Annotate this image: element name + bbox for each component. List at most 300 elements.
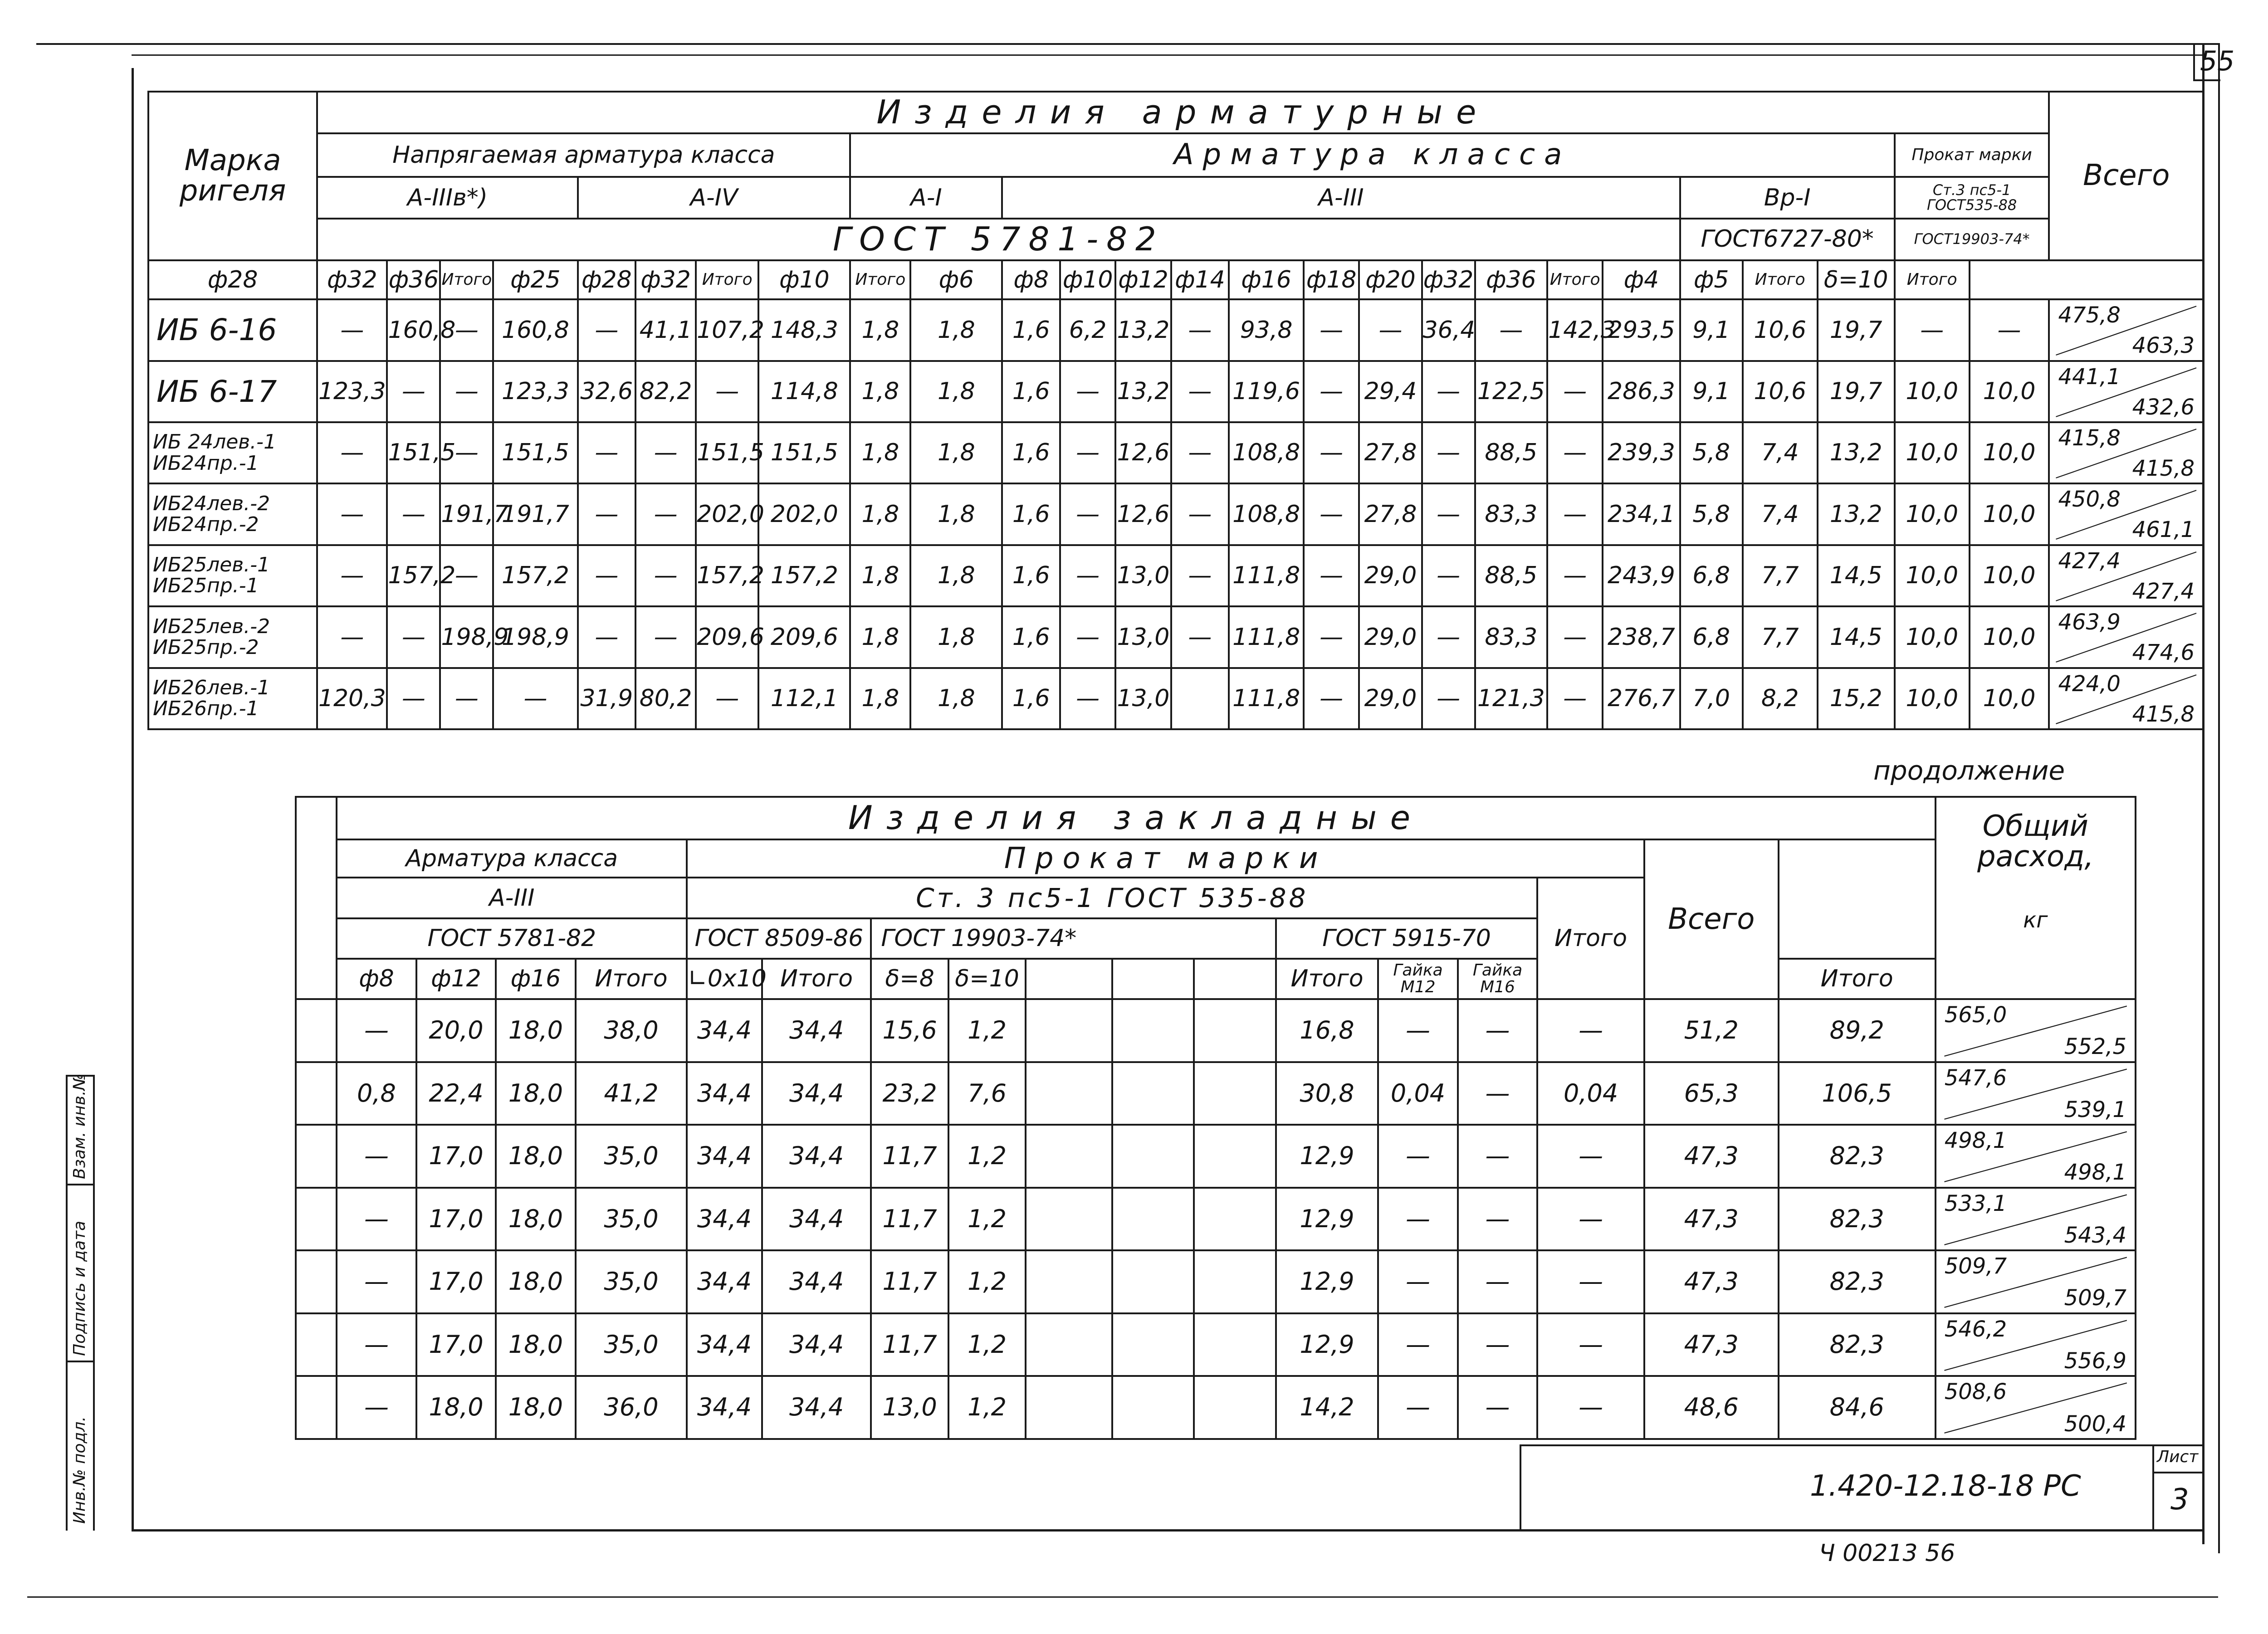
rigel-mark-text: ИБ26пр.-1 <box>153 697 259 721</box>
t1-col-header: ф32 <box>1422 260 1475 300</box>
table-cell: 209,6 <box>758 606 850 668</box>
table-cell: 65,3 <box>1644 1062 1779 1125</box>
table-cell: — <box>1537 1250 1644 1313</box>
total-cell <box>2049 606 2204 668</box>
table-row <box>148 668 2204 729</box>
table-cell: 1,6 <box>1002 299 1060 361</box>
table-cell: 93,8 <box>1229 299 1304 361</box>
table-cell: — <box>1422 361 1475 422</box>
total-value-2: 474,6 <box>2132 640 2195 666</box>
table-cell: 48,6 <box>1644 1376 1779 1439</box>
reinforcement-products-table <box>147 91 2204 730</box>
table-cell: 12,6 <box>1115 422 1171 483</box>
table-cell: — <box>387 606 440 668</box>
table-cell: 84,6 <box>1779 1376 1936 1439</box>
rigel-mark <box>148 545 317 606</box>
table-cell: 234,1 <box>1603 483 1680 545</box>
general-header <box>1936 797 2136 999</box>
rigel-mark <box>148 668 317 729</box>
table-cell: 1,8 <box>910 606 1002 668</box>
t2-col-header: ф16 <box>496 959 575 999</box>
total-value-1: 565,0 <box>1944 1002 2007 1028</box>
table-cell: 9,1 <box>1680 299 1743 361</box>
table-cell <box>1194 1313 1276 1376</box>
total-cell <box>1936 1250 2136 1313</box>
table-cell: 34,4 <box>687 1313 762 1376</box>
table-cell <box>1194 1250 1276 1313</box>
table-cell: 31,9 <box>578 668 636 729</box>
table-cell <box>296 1125 337 1188</box>
table2-title: Изделия закладные <box>337 797 1935 839</box>
table-cell: — <box>1422 606 1475 668</box>
table-cell: 7,4 <box>1743 422 1818 483</box>
t1-col-header: ф36 <box>1475 260 1548 300</box>
frame-right-line-2 <box>2218 43 2220 1553</box>
table-cell: 13,0 <box>1115 668 1171 729</box>
table-cell: 151,5 <box>387 422 440 483</box>
table-cell: 121,3 <box>1475 668 1548 729</box>
table-cell: 18,0 <box>416 1376 496 1439</box>
table-cell: — <box>1458 1188 1537 1251</box>
t2-col-header: Итого <box>576 959 687 999</box>
table-cell: 29,0 <box>1359 668 1422 729</box>
table-cell: — <box>1547 361 1603 422</box>
table-cell: 8,2 <box>1743 668 1818 729</box>
table-cell: 202,0 <box>758 483 850 545</box>
doc-code: 1.420-12.18-18 РС <box>1810 1469 2081 1503</box>
table-cell: 1,6 <box>1002 361 1060 422</box>
class-a4: А-IV <box>578 177 850 219</box>
table2-gost-5781: ГОСТ 5781-82 <box>337 918 687 959</box>
table-cell: — <box>387 361 440 422</box>
table-cell: 1,8 <box>850 361 910 422</box>
table-cell: 29,0 <box>1359 545 1422 606</box>
titleblock-sheet-line <box>2152 1472 2204 1473</box>
table-cell: — <box>1304 545 1359 606</box>
table-cell <box>1026 999 1112 1062</box>
total-cell <box>2049 361 2204 422</box>
table-cell: — <box>1171 299 1229 361</box>
table-cell: 23,2 <box>871 1062 948 1125</box>
table2-subtotal-header: Итого <box>1537 878 1644 999</box>
rigel-mark <box>148 483 317 545</box>
table-cell: 7,4 <box>1743 483 1818 545</box>
table-row <box>296 1062 2136 1125</box>
table-cell: 47,3 <box>1644 1125 1779 1188</box>
table-cell: 160,8 <box>387 299 440 361</box>
table-cell: 10,0 <box>1970 545 2049 606</box>
table-cell: — <box>337 1250 416 1313</box>
t2-col-header <box>1194 959 1276 999</box>
table-cell: 22,4 <box>416 1062 496 1125</box>
table-cell: 34,4 <box>762 1376 871 1439</box>
rigel-mark-text: ИБ25пр.-1 <box>153 574 259 598</box>
table-cell: — <box>1304 422 1359 483</box>
total-cell <box>2049 545 2204 606</box>
total-value-2: 432,6 <box>2132 394 2195 420</box>
table-cell: 7,7 <box>1743 545 1818 606</box>
table-cell: 35,0 <box>576 1250 687 1313</box>
t2-col-header: ф12 <box>416 959 496 999</box>
class-a3: А-III <box>1002 177 1680 219</box>
table-cell: — <box>635 545 696 606</box>
table-cell: 111,8 <box>1229 606 1304 668</box>
t1-col-header: Итого <box>1743 260 1818 300</box>
table-row <box>296 1188 2136 1251</box>
table-cell: — <box>1171 483 1229 545</box>
table-cell: 157,2 <box>696 545 758 606</box>
table-cell: 13,2 <box>1818 422 1895 483</box>
table-cell: — <box>1422 422 1475 483</box>
table-cell: — <box>440 545 493 606</box>
table-cell: — <box>578 422 636 483</box>
table-cell: 41,2 <box>576 1062 687 1125</box>
class-a3v: А-IIIв*) <box>317 177 577 219</box>
table-cell: 11,7 <box>871 1188 948 1251</box>
table-cell: 12,9 <box>1276 1188 1378 1251</box>
table-cell: — <box>1547 545 1603 606</box>
table-cell: 82,3 <box>1779 1125 1936 1188</box>
table-cell: 238,7 <box>1603 606 1680 668</box>
table-cell: — <box>1304 361 1359 422</box>
table-cell: 34,4 <box>687 1250 762 1313</box>
table-cell: — <box>440 422 493 483</box>
archive-number: Ч 00213 56 <box>1819 1540 1955 1567</box>
t1-col-header: ф36 <box>387 260 440 300</box>
gost-6727: ГОСТ6727-80* <box>1680 219 1895 260</box>
table-cell <box>296 1062 337 1125</box>
sheet-number: 3 <box>2170 1483 2189 1517</box>
table-cell: — <box>1547 606 1603 668</box>
table2-left-margin <box>296 797 337 999</box>
table1-column-row <box>148 260 2204 300</box>
table-cell <box>1112 1376 1194 1439</box>
table2-gost-5915: ГОСТ 5915-70 <box>1276 918 1538 959</box>
side-label-1: Инв.№ подл. <box>70 1416 89 1524</box>
table-cell: 15,6 <box>871 999 948 1062</box>
table-cell: 122,5 <box>1475 361 1548 422</box>
table-cell: 17,0 <box>416 1188 496 1251</box>
table-cell: 17,0 <box>416 1250 496 1313</box>
total-value-2: 498,1 <box>2064 1160 2126 1185</box>
general-header-text: Общий расход, <box>1977 810 2094 874</box>
table-cell: 38,0 <box>576 999 687 1062</box>
table-row <box>296 1125 2136 1188</box>
table-cell: 148,3 <box>758 299 850 361</box>
table-cell: 83,3 <box>1475 606 1548 668</box>
table-row <box>296 1376 2136 1439</box>
table-cell: — <box>1304 299 1359 361</box>
sheet-label: Лист <box>2157 1448 2199 1466</box>
table-cell: 36,4 <box>1422 299 1475 361</box>
table-cell: 10,0 <box>1895 483 1970 545</box>
table-cell: 191,7 <box>440 483 493 545</box>
total-value-1: 441,1 <box>2058 364 2121 390</box>
table-cell: 286,3 <box>1603 361 1680 422</box>
total-cell <box>1936 999 2136 1062</box>
table-cell: — <box>1060 483 1115 545</box>
t1-col-header: ф32 <box>635 260 696 300</box>
table-cell: 18,0 <box>496 999 575 1062</box>
table-row <box>148 299 2204 361</box>
table-cell: 34,4 <box>687 1062 762 1125</box>
table-cell: 10,0 <box>1895 361 1970 422</box>
table-cell: 10,6 <box>1743 299 1818 361</box>
table-cell: 191,7 <box>493 483 577 545</box>
table-cell: — <box>317 606 387 668</box>
t1-col-header: ф8 <box>1002 260 1060 300</box>
table-cell: — <box>1537 999 1644 1062</box>
class-a1: А-I <box>850 177 1002 219</box>
table-cell: 51,2 <box>1644 999 1779 1062</box>
table-cell: 7,7 <box>1743 606 1818 668</box>
t1-col-header: ф20 <box>1359 260 1422 300</box>
frame-left-strip-div1 <box>66 1184 95 1185</box>
table-cell: 13,0 <box>1115 606 1171 668</box>
prestressed-header: Напрягаемая арматура класса <box>317 133 850 177</box>
table-cell: — <box>1171 361 1229 422</box>
table-cell: 10,0 <box>1970 483 2049 545</box>
table-cell: 276,7 <box>1603 668 1680 729</box>
total-cell <box>1936 1313 2136 1376</box>
table-cell: — <box>1475 299 1548 361</box>
table-cell <box>1112 999 1194 1062</box>
table-cell: 151,5 <box>493 422 577 483</box>
table-row <box>148 545 2204 606</box>
table-cell: 108,8 <box>1229 422 1304 483</box>
table-cell: 1,8 <box>910 361 1002 422</box>
table-cell: 12,9 <box>1276 1250 1378 1313</box>
table-cell: 18,0 <box>496 1376 575 1439</box>
table-cell: — <box>1359 299 1422 361</box>
table-cell <box>296 1250 337 1313</box>
t1-col-header: ф28 <box>148 260 317 300</box>
table-cell: 1,6 <box>1002 668 1060 729</box>
t2-col-header: Гайка М16 <box>1458 959 1537 999</box>
table-cell: 89,2 <box>1779 999 1936 1062</box>
table-cell: 12,9 <box>1276 1125 1378 1188</box>
table-cell: — <box>337 1188 416 1251</box>
t1-col-header: ф32 <box>317 260 387 300</box>
total-value-1: 475,8 <box>2058 302 2121 328</box>
frame-left-line <box>132 68 134 1531</box>
table-cell: — <box>387 668 440 729</box>
rebar-class-header: Арматура класса <box>850 133 1894 177</box>
t1-col-header: ф14 <box>1171 260 1229 300</box>
table-cell: — <box>317 422 387 483</box>
table-cell: — <box>440 361 493 422</box>
table-cell: 10,0 <box>1970 606 2049 668</box>
rigel-mark-text: ИБ 24лев.-1 <box>153 430 277 454</box>
frame-outer-bottom-line <box>27 1596 2218 1598</box>
table-cell: — <box>1171 545 1229 606</box>
table-cell: 18,0 <box>496 1313 575 1376</box>
table-cell: — <box>1458 999 1537 1062</box>
total-value-1: 450,8 <box>2058 487 2121 512</box>
table-cell: 11,7 <box>871 1313 948 1376</box>
table-cell: — <box>1537 1313 1644 1376</box>
table-cell: 1,6 <box>1002 483 1060 545</box>
table-cell <box>1026 1062 1112 1125</box>
table-cell: 1,6 <box>1002 422 1060 483</box>
table-cell: 10,6 <box>1743 361 1818 422</box>
table-cell: 32,6 <box>578 361 636 422</box>
table-cell: 41,1 <box>635 299 696 361</box>
table-cell: 120,3 <box>317 668 387 729</box>
t2-col-header: Гайка М12 <box>1378 959 1457 999</box>
rigel-mark-text: ИБ24лев.-2 <box>153 492 270 515</box>
table-cell: 35,0 <box>576 1313 687 1376</box>
rigel-mark <box>148 361 317 422</box>
frame-top-line <box>36 43 2218 45</box>
table-cell: — <box>635 422 696 483</box>
table-cell <box>1112 1250 1194 1313</box>
frame-left-strip-line-2 <box>93 1075 95 1531</box>
table-cell <box>1112 1313 1194 1376</box>
table-cell: 34,4 <box>762 1062 871 1125</box>
total-value-2: 461,1 <box>2132 517 2195 543</box>
table-cell: — <box>578 606 636 668</box>
table-cell: — <box>1378 999 1457 1062</box>
table-cell: 34,4 <box>687 1376 762 1439</box>
table-cell: 18,0 <box>496 1250 575 1313</box>
table-cell: — <box>1422 483 1475 545</box>
table-cell: 17,0 <box>416 1313 496 1376</box>
table-cell <box>296 1376 337 1439</box>
table2-column-row <box>296 959 2136 999</box>
table-row <box>296 999 2136 1062</box>
total-value-1: 463,9 <box>2058 610 2121 635</box>
table-cell: 35,0 <box>576 1125 687 1188</box>
table-cell: 10,0 <box>1895 606 1970 668</box>
table-cell: 82,3 <box>1779 1188 1936 1251</box>
total-value-1: 498,1 <box>1944 1128 2007 1154</box>
page-box-left <box>2193 43 2195 81</box>
table-cell: 29,4 <box>1359 361 1422 422</box>
table-cell: 1,8 <box>910 545 1002 606</box>
total-value-2: 415,8 <box>2132 701 2195 727</box>
table-cell: — <box>1458 1376 1537 1439</box>
table-cell: 18,0 <box>496 1188 575 1251</box>
table-cell: 16,8 <box>1276 999 1378 1062</box>
rigel-mark-text: ИБ24пр.-2 <box>153 513 259 537</box>
total-value-2: 509,7 <box>2064 1285 2126 1311</box>
table-cell: 10,0 <box>1970 668 2049 729</box>
t1-col-header: ф4 <box>1603 260 1680 300</box>
table2-gost-8509: ГОСТ 8509-86 <box>687 918 871 959</box>
t1-col-header: ф12 <box>1115 260 1171 300</box>
table-cell: 160,8 <box>493 299 577 361</box>
rigel-mark-text: ИБ25лев.-2 <box>153 615 270 638</box>
total-value-1: 546,2 <box>1944 1316 2007 1342</box>
rigel-mark <box>148 299 317 361</box>
table-cell: — <box>696 361 758 422</box>
table-cell: 111,8 <box>1229 668 1304 729</box>
titleblock-top <box>1520 1444 2204 1446</box>
table-cell: — <box>1547 483 1603 545</box>
table-cell: — <box>337 1313 416 1376</box>
table-cell: 0,04 <box>1537 1062 1644 1125</box>
table-cell: 10,0 <box>1895 545 1970 606</box>
table-cell: — <box>337 1125 416 1188</box>
table-cell <box>296 1313 337 1376</box>
table-cell: 82,3 <box>1779 1250 1936 1313</box>
t2-col-header: ∟0х10 <box>687 959 762 999</box>
t1-col-header: ф5 <box>1680 260 1743 300</box>
table-cell: 1,8 <box>910 422 1002 483</box>
table-cell: 34,4 <box>762 1125 871 1188</box>
table-cell: — <box>1304 483 1359 545</box>
frame-inner-top-line <box>132 54 2204 56</box>
table-cell <box>1194 999 1276 1062</box>
table-cell: 1,2 <box>948 1250 1026 1313</box>
table-cell: 1,2 <box>948 1376 1026 1439</box>
mark-header: Марка ригеля <box>148 92 317 260</box>
table-cell: 202,0 <box>696 483 758 545</box>
table-cell: — <box>1060 422 1115 483</box>
t2-col-header: Итого <box>1779 959 1936 999</box>
table-cell: — <box>1537 1376 1644 1439</box>
table-cell: 243,9 <box>1603 545 1680 606</box>
total-cell <box>2049 483 2204 545</box>
table-cell: 1,2 <box>948 1125 1026 1188</box>
table-cell: — <box>1171 606 1229 668</box>
table-cell: — <box>1378 1188 1457 1251</box>
t1-col-header: Итого <box>1547 260 1603 300</box>
table-cell: 123,3 <box>493 361 577 422</box>
table-cell: 157,2 <box>758 545 850 606</box>
table-cell: 10,0 <box>1970 422 2049 483</box>
gost-19903: ГОСТ19903-74* <box>1895 219 2049 260</box>
table-cell: 18,0 <box>496 1062 575 1125</box>
table-cell: 14,5 <box>1818 606 1895 668</box>
table-cell: 13,2 <box>1818 483 1895 545</box>
table-cell: — <box>1378 1125 1457 1188</box>
table-cell: 209,6 <box>696 606 758 668</box>
table-cell: 10,0 <box>1895 422 1970 483</box>
table-cell <box>1026 1376 1112 1439</box>
page-box-bottom <box>2193 79 2220 81</box>
table-cell: — <box>1060 606 1115 668</box>
table-cell <box>1026 1125 1112 1188</box>
table-cell: 27,8 <box>1359 483 1422 545</box>
t1-col-header: Итого <box>1895 260 1970 300</box>
table-cell: 12,6 <box>1115 483 1171 545</box>
table-row <box>148 422 2204 483</box>
table-cell: 1,6 <box>1002 606 1060 668</box>
total-cell <box>1936 1376 2136 1439</box>
t2-col-header: Итого <box>762 959 871 999</box>
table-cell: 5,8 <box>1680 422 1743 483</box>
table-cell: 47,3 <box>1644 1188 1779 1251</box>
rigel-mark-text: ИБ 6-16 <box>156 312 277 348</box>
class-bp1: Вр-I <box>1680 177 1895 219</box>
table-cell: — <box>1060 361 1115 422</box>
continuation-label: продолжение <box>1873 755 2065 786</box>
table-cell: 13,0 <box>871 1376 948 1439</box>
table-cell: 1,8 <box>850 545 910 606</box>
table-cell: 11,7 <box>871 1125 948 1188</box>
table-cell: 34,4 <box>687 1188 762 1251</box>
total-value-1: 415,8 <box>2058 425 2121 451</box>
table-cell: 80,2 <box>635 668 696 729</box>
table-cell: — <box>1422 545 1475 606</box>
table-cell: 1,6 <box>1002 545 1060 606</box>
unit: кг <box>2023 907 2048 933</box>
table-cell: 112,1 <box>758 668 850 729</box>
table-cell: — <box>1304 668 1359 729</box>
frame-left-strip-div2 <box>66 1361 95 1362</box>
